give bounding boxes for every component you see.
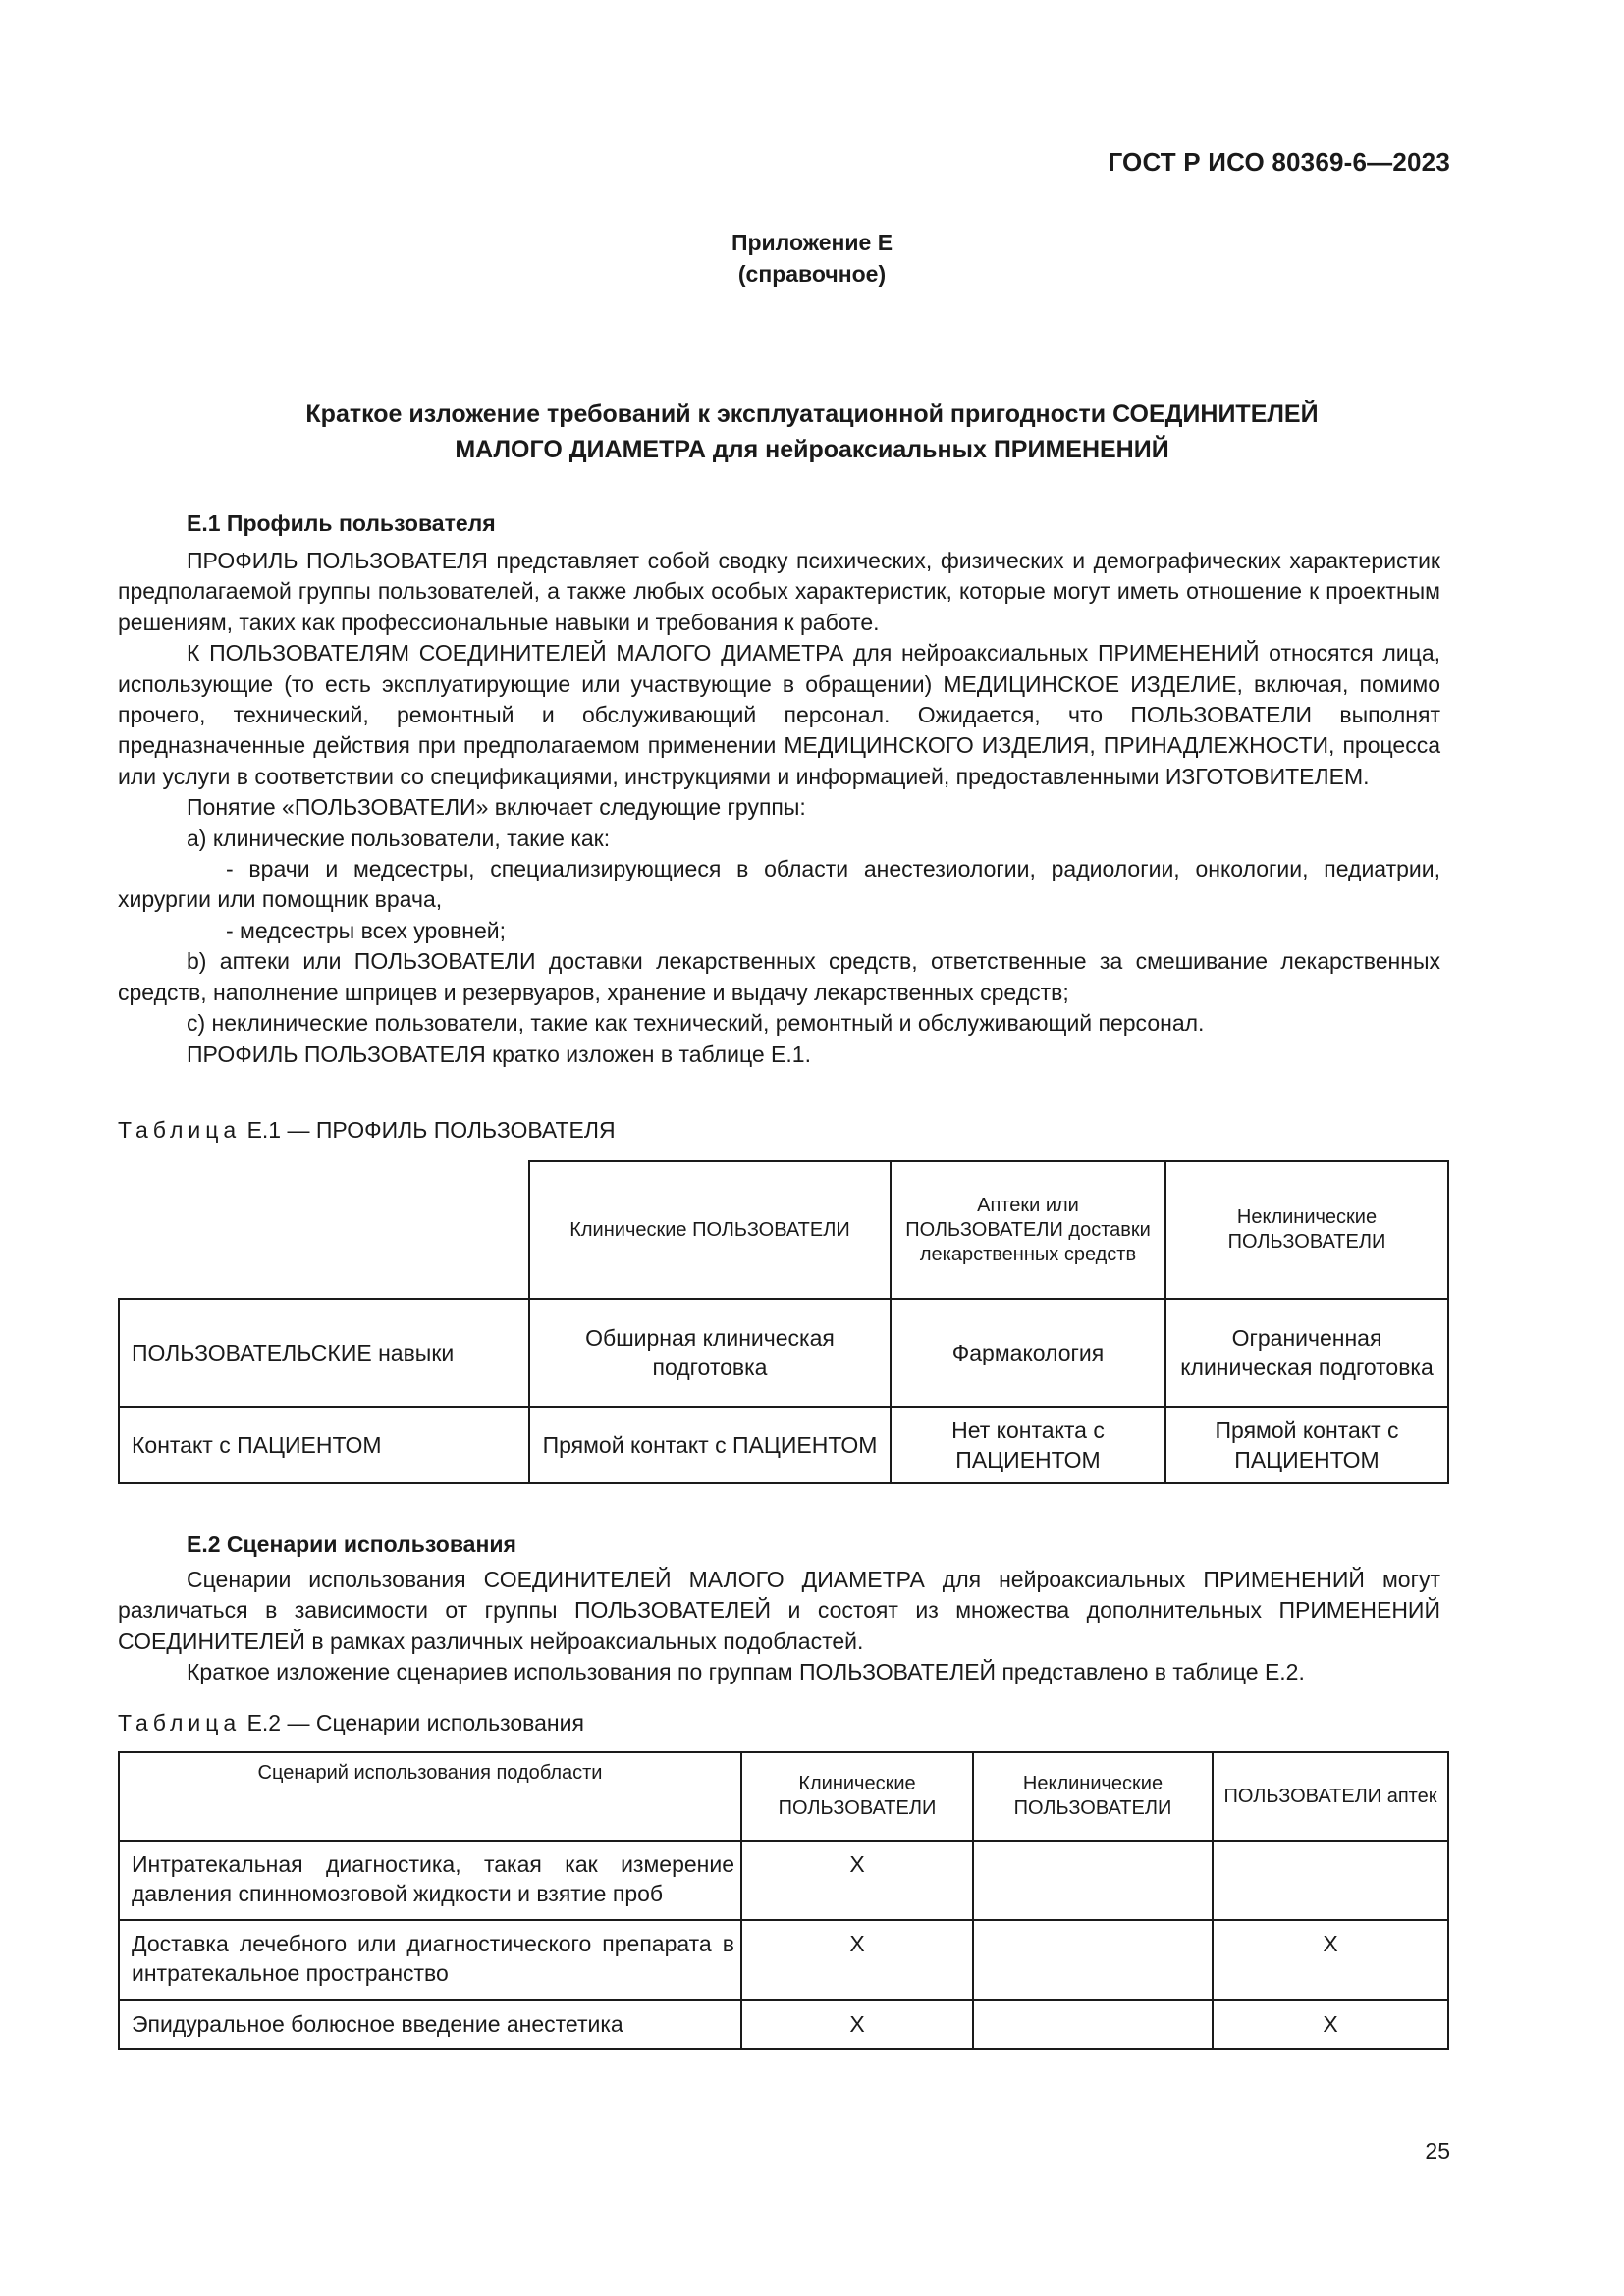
annex-label: Приложение Е [731, 230, 893, 255]
annex-type: (справочное) [737, 261, 887, 287]
title-line-2: МАЛОГО ДИАМЕТРА для нейроаксиальных ПРИМЕНЕНИЙ [455, 436, 1169, 463]
section-2-body [118, 1565, 1440, 1688]
paragraph: ПРОФИЛЬ ПОЛЬЗОВАТЕЛЯ представляет собой сводку психических, физических и демографических характеристик предполагаемой группы пользователей, а также любых особых характеристик, которые могут иметь отношение к проектным решениям, таких как профессиональные навыки и требования к работе. [118, 548, 1440, 635]
pharmacy-mark: X [1213, 2000, 1448, 2049]
caption-word: Таблица [118, 1710, 242, 1735]
section-2-heading: Е.2 Сценарии использования [187, 1531, 516, 1557]
table-header-row [119, 1752, 1448, 1841]
section-1-body [118, 546, 1440, 1070]
paragraph: Краткое изложение сценариев использования по группам ПОЛЬЗОВАТЕЛЕЙ представлено в таблице Е.2. [187, 1659, 1305, 1685]
paragraph: ПРОФИЛЬ ПОЛЬЗОВАТЕЛЯ кратко изложен в таблице Е.1. [187, 1041, 811, 1067]
list-item: c) неклинические пользователи, такие как технический, ремонтный и обслуживающий персонал. [187, 1010, 1205, 1037]
paragraph: К ПОЛЬЗОВАТЕЛЯМ СОЕДИНИТЕЛЕЙ МАЛОГО ДИАМЕТРА для нейроаксиальных ПРИМЕНЕНИЙ относятся лица, использующие (то есть эксплуатирующие или участвующие в обращении) МЕДИЦИНСКОЕ ИЗДЕЛИЕ, включая, помимо прочего, технический, ремонтный и обслуживающий персонал. Ожидается, что ПОЛЬЗОВАТЕЛИ выполнят предназначенные действия при предполагаемом применении МЕДИЦИНСКОГО ИЗДЕЛИЯ, ПРИНАДЛЕЖНОСТИ, процесса или услуги в соответствии со спецификациями, инструкциями и информацией, предоставленными ИЗГОТОВИТЕЛЕМ. [118, 640, 1440, 789]
table-row [119, 1299, 1448, 1407]
pharmacy-mark [1213, 1841, 1448, 1920]
table-cell: Прямой контакт с ПАЦИЕНТОМ [529, 1407, 891, 1483]
table-1 [118, 1160, 1449, 1484]
table-row [119, 1407, 1448, 1483]
nonclinical-mark [973, 1841, 1213, 1920]
scenario-cell: Интратекальная диагностика, такая как измерение давления спинномозговой жидкости и взятие проб [119, 1841, 741, 1920]
title-line-1: Краткое изложение требований к эксплуатационной пригодности СОЕДИНИТЕЛЕЙ [305, 400, 1319, 428]
nonclinical-mark [973, 2000, 1213, 2049]
table-1-caption [118, 1117, 616, 1144]
caption-text: Е.1 — ПРОФИЛЬ ПОЛЬЗОВАТЕЛЯ [246, 1117, 616, 1143]
standard-code: ГОСТ Р ИСО 80369-6—2023 [1108, 147, 1450, 177]
empty-corner-cell [119, 1161, 529, 1299]
section-1-heading: Е.1 Профиль пользователя [187, 510, 496, 536]
clinical-mark: X [741, 1841, 973, 1920]
caption-word: Таблица [118, 1117, 242, 1143]
table-row [119, 2000, 1448, 2049]
table-header-row [119, 1161, 1448, 1299]
table-2-caption [118, 1710, 584, 1736]
table-2 [118, 1751, 1449, 2050]
header-cell: Сценарий использования подобласти [119, 1752, 741, 1841]
clinical-mark: X [741, 1920, 973, 2000]
header-cell: ПОЛЬЗОВАТЕЛИ аптек [1213, 1752, 1448, 1841]
header-cell: Аптеки или ПОЛЬЗОВАТЕЛИ доставки лекарственных средств [891, 1161, 1165, 1299]
scenario-cell: Доставка лечебного или диагностического препарата в интратекальное пространство [119, 1920, 741, 2000]
table-row [119, 1920, 1448, 2000]
table-cell: Фармакология [891, 1299, 1165, 1407]
list-item: b) аптеки или ПОЛЬЗОВАТЕЛИ доставки лекарственных средств, ответственные за смешивание лекарственных средств, наполнение шприцев и резервуаров, хранение и выдачу лекарственных средств; [118, 948, 1440, 1005]
table-cell: Обширная клиническая подготовка [529, 1299, 891, 1407]
table-row [119, 1841, 1448, 1920]
header-cell: Клинические ПОЛЬЗОВАТЕЛИ [741, 1752, 973, 1841]
header-cell: Неклинические ПОЛЬЗОВАТЕЛИ [1165, 1161, 1448, 1299]
pharmacy-mark: X [1213, 1920, 1448, 2000]
scenario-cell: Эпидуральное болюсное введение анестетика [119, 2000, 741, 2049]
caption-text: Е.2 — Сценарии использования [246, 1710, 584, 1735]
document-title [118, 397, 1506, 467]
list-subitem: - медсестры всех уровней; [226, 917, 507, 943]
table-cell: Нет контакта с ПАЦИЕНТОМ [891, 1407, 1165, 1483]
row-label: Контакт с ПАЦИЕНТОМ [119, 1407, 529, 1483]
header-cell: Клинические ПОЛЬЗОВАТЕЛИ [529, 1161, 891, 1299]
list-subitem: - врачи и медсестры, специализирующиеся в области анестезиологии, радиологии, онкологии, педиатрии, хирургии или помощник врача, [118, 856, 1440, 913]
row-label: ПОЛЬЗОВАТЕЛЬСКИЕ навыки [119, 1299, 529, 1407]
clinical-mark: X [741, 2000, 973, 2049]
header-cell: Неклинические ПОЛЬЗОВАТЕЛИ [973, 1752, 1213, 1841]
paragraph: Понятие «ПОЛЬЗОВАТЕЛИ» включает следующие группы: [187, 794, 806, 821]
list-item: а) клинические пользователи, такие как: [187, 825, 611, 851]
paragraph: Сценарии использования СОЕДИНИТЕЛЕЙ МАЛОГО ДИАМЕТРА для нейроаксиальных ПРИМЕНЕНИЙ могут различаться в зависимости от группы ПОЛЬЗОВАТЕЛЕЙ и состоят из множества дополнительных ПРИМЕНЕНИЙ СОЕДИНИТЕЛЕЙ в рамках различных нейроаксиальных подобластей. [118, 1567, 1440, 1654]
table-cell: Прямой контакт с ПАЦИЕНТОМ [1165, 1407, 1448, 1483]
page-number: 25 [1425, 2138, 1450, 2163]
table-cell: Ограниченная клиническая подготовка [1165, 1299, 1448, 1407]
nonclinical-mark [973, 1920, 1213, 2000]
